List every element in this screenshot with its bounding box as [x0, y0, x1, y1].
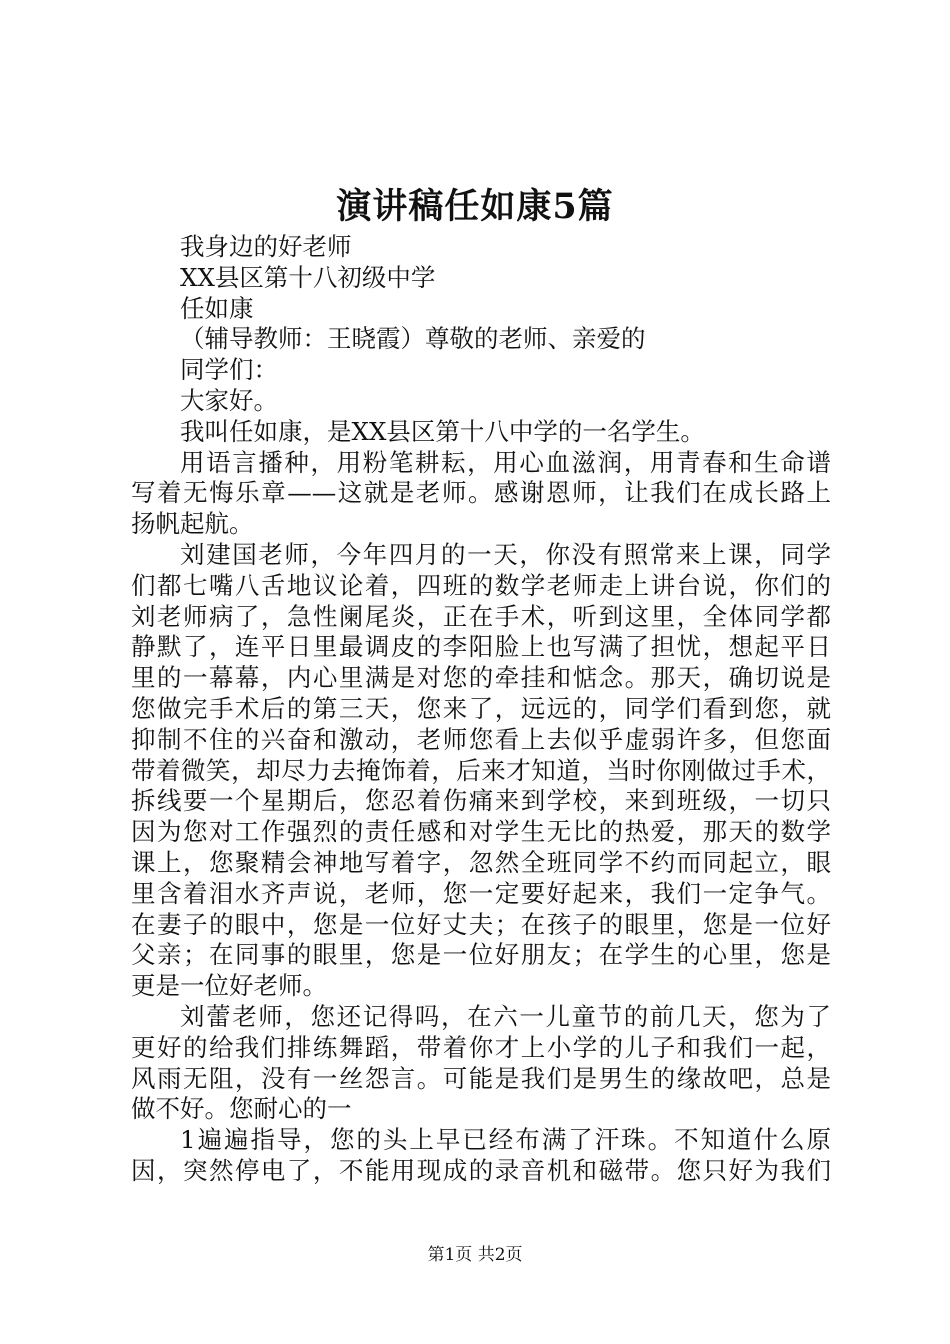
- paragraph-line: 更是一位好老师。: [131, 971, 327, 1001]
- header-line: （辅导教师：王晓霞）尊敬的老师、亲爱的: [180, 324, 646, 354]
- document-title: 演讲稿任如康5篇: [336, 186, 614, 227]
- header-line: XX县区第十八初级中学: [180, 262, 436, 292]
- paragraph-line: 扬帆起航。: [131, 509, 254, 539]
- paragraph-line: 们都七嘴八舌地议论着，四班的数学老师走上讲台说，你们的: [131, 570, 831, 600]
- paragraph-line: 课上，您聚精会神地写着字，忽然全班同学不约而同起立，眼: [131, 847, 831, 877]
- paragraph-line: 里含着泪水齐声说，老师，您一定要好起来，我们一定争气。: [131, 878, 831, 908]
- page-footer: 第1页 共2页: [427, 1245, 523, 1265]
- paragraph-line: 拆线要一个星期后，您忍着伤痛来到学校，来到班级，一切只: [131, 786, 831, 816]
- paragraph-line: 因为您对工作强烈的责任感和对学生无比的热爱，那天的数学: [131, 817, 831, 847]
- header-line: 同学们：: [180, 355, 278, 385]
- header-block: [131, 232, 831, 448]
- paragraph-line: 更好的给我们排练舞蹈，带着你才上小学的儿子和我们一起，: [131, 1032, 831, 1062]
- paragraph-line: 抑制不住的兴奋和激动，老师您看上去似乎虚弱许多，但您面: [131, 724, 831, 754]
- paragraph-line: 用语言播种，用粉笔耕耘，用心血滋润，用青春和生命谱: [180, 447, 831, 477]
- paragraph: [131, 540, 831, 1002]
- paragraph-line: 在妻子的眼中，您是一位好丈夫；在孩子的眼里，您是一位好: [131, 909, 831, 939]
- header-line: 我叫任如康，是XX县区第十八中学的一名学生。: [180, 416, 705, 446]
- header-line: 任如康: [180, 293, 254, 323]
- paragraph-line: 刘建国老师，今年四月的一天，你没有照常来上课，同学: [180, 539, 831, 569]
- paragraph-line: 因，突然停电了，不能用现成的录音机和磁带。您只好为我们: [131, 1155, 831, 1185]
- paragraph-line: 风雨无阻，没有一丝怨言。可能是我们是男生的缘故吧，总是: [131, 1063, 831, 1093]
- paragraph-line: 里的一幕幕，内心里满是对您的牵挂和惦念。那天，确切说是: [131, 663, 831, 693]
- paragraph-line: 带着微笑，却尽力去掩饰着，后来才知道，当时你刚做过手术，: [131, 755, 831, 785]
- paragraph-line: 做不好。您耐心的一: [131, 1094, 352, 1124]
- header-line: 大家好。: [180, 385, 278, 415]
- paragraph: [131, 1002, 831, 1125]
- paragraph: [131, 1125, 831, 1187]
- paragraph: [131, 448, 831, 540]
- paragraph-line: 您做完手术后的第三天，您来了，远远的，同学们看到您，就: [131, 693, 831, 723]
- paragraph-line: 父亲；在同事的眼里，您是一位好朋友；在学生的心里，您是: [131, 940, 831, 970]
- header-line: 我身边的好老师: [180, 232, 352, 261]
- document-body: [131, 232, 831, 1187]
- paragraph-line: 刘老师病了，急性阑尾炎，正在手术，听到这里，全体同学都: [131, 601, 831, 631]
- paragraph-line: 写着无悔乐章——这就是老师。感谢恩师，让我们在成长路上: [131, 478, 831, 508]
- paragraph-line: 刘蕾老师，您还记得吗，在六一儿童节的前几天，您为了: [180, 1001, 831, 1031]
- paragraph-line: 静默了，连平日里最调皮的李阳脸上也写满了担忧，想起平日: [131, 632, 831, 662]
- paragraph-line: 1遍遍指导，您的头上早已经布满了汗珠。不知道什么原: [180, 1125, 831, 1155]
